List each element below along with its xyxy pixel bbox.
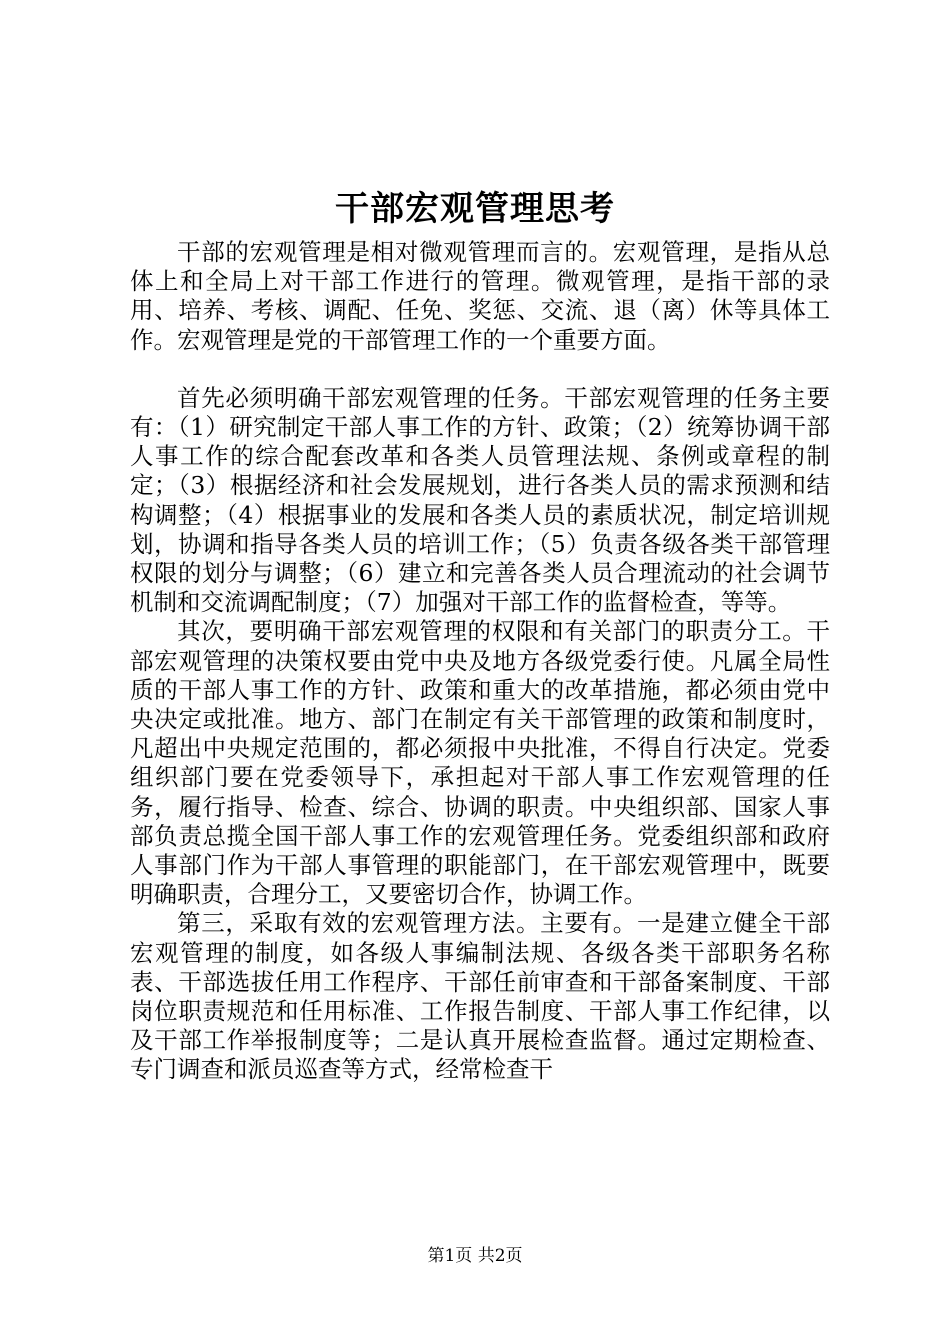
document-title: 干部宏观管理思考	[335, 189, 615, 229]
page-number-footer: 第1页 共2页	[427, 1246, 523, 1266]
paragraph-authority: 其次，要明确干部宏观管理的权限和有关部门的职责分工。干部宏观管理的决策权要由党中央及地方各级党委行使。凡属全局性质的干部人事工作的方针、政策和重大的改革措施，都必须由党中央决定或批准。地方、部门在制定有关干部管理的政策和制度时，凡超出中央规定范围的，都必须报中央批准，不得自行决定。党委组织部门要在党委领导下，承担起对干部人事工作宏观管理的任务，履行指导、检查、综合、协调的职责。中央组织部、国家人事部负责总揽全国干部人事工作的宏观管理任务。党委组织部和政府人事部门作为干部人事管理的职能部门，在干部宏观管理中，既要明确职责，合理分工，又要密切合作，协调工作。	[130, 617, 830, 909]
paragraph-intro: 干部的宏观管理是相对微观管理而言的。宏观管理，是指从总体上和全局上对干部工作进行的管理。微观管理，是指干部的录用、培养、考核、调配、任免、奖惩、交流、退（离）休等具体工作。宏观管理是党的干部管理工作的一个重要方面。	[130, 238, 830, 354]
document-body	[130, 238, 830, 1085]
paragraph-methods: 第三，采取有效的宏观管理方法。主要有。一是建立健全干部宏观管理的制度，如各级人事编制法规、各级各类干部职务名称表、干部选拔任用工作程序、干部任前审查和干部备案制度、干部岗位职责规范和任用标准、工作报告制度、干部人事工作纪律，以及干部工作举报制度等；二是认真开展检查监督。通过定期检查、专门调查和派员巡查等方式，经常检查干	[130, 909, 830, 1084]
paragraph-tasks: 首先必须明确干部宏观管理的任务。干部宏观管理的任务主要有：（1）研究制定干部人事工作的方针、政策；（2）统筹协调干部人事工作的综合配套改革和各类人员管理法规、条例或章程的制定；（3）根据经济和社会发展规划，进行各类人员的需求预测和结构调整；（4）根据事业的发展和各类人员的素质状况，制定培训规划，协调和指导各类人员的培训工作；（5）负责各级各类干部管理权限的划分与调整；（6）建立和完善各类人员合理流动的社会调节机制和交流调配制度；（7）加强对干部工作的监督检查，等等。	[130, 383, 830, 617]
